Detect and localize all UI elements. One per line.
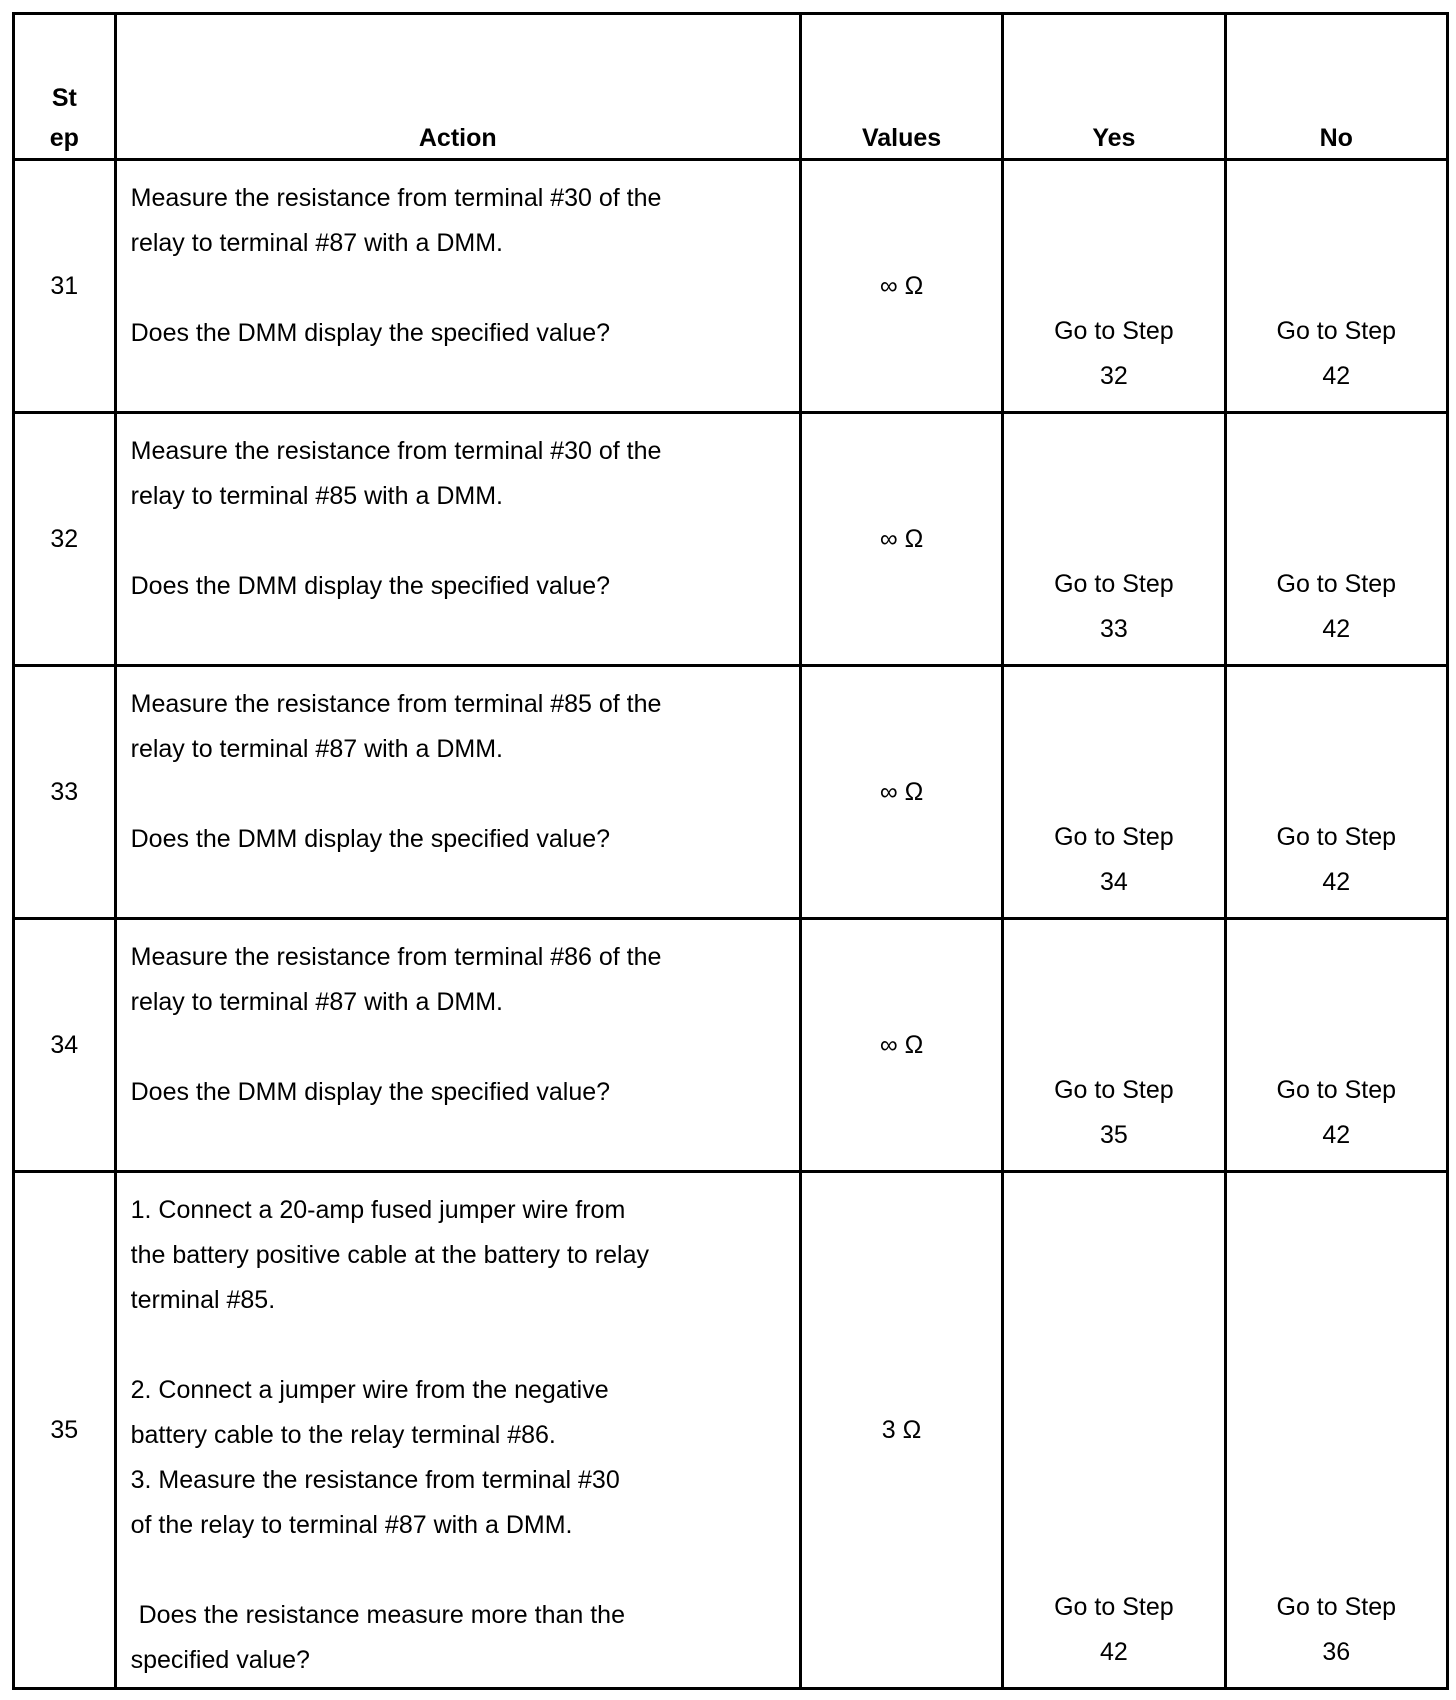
no-step: 42 xyxy=(1322,615,1351,643)
step-number: 32 xyxy=(14,413,116,666)
value-cell: ∞ Ω xyxy=(800,666,1002,919)
value-cell: ∞ Ω xyxy=(800,160,1002,413)
no-label: Go to Step xyxy=(1276,1076,1397,1104)
action-text: terminal #85. xyxy=(130,1286,276,1314)
action-text: Measure the resistance from terminal #30 of the xyxy=(130,184,662,212)
yes-outcome xyxy=(1003,666,1225,919)
header-yes: Yes xyxy=(1003,14,1225,160)
action-cell xyxy=(115,413,800,666)
header-no: No xyxy=(1225,14,1447,160)
yes-step: 42 xyxy=(1099,1638,1128,1666)
yes-label: Go to Step xyxy=(1054,1593,1174,1621)
yes-label: Go to Step xyxy=(1054,823,1174,851)
yes-label: Go to Step xyxy=(1054,317,1174,345)
step-number: 33 xyxy=(14,666,116,919)
header-step-line1: St xyxy=(51,84,77,112)
action-text: relay to terminal #87 with a DMM. xyxy=(130,229,503,257)
table-row xyxy=(14,160,1448,413)
no-label: Go to Step xyxy=(1276,1593,1397,1621)
action-text: the battery positive cable at the battery to relay xyxy=(130,1241,649,1269)
yes-outcome xyxy=(1003,413,1225,666)
yes-outcome xyxy=(1003,160,1225,413)
yes-outcome xyxy=(1003,919,1225,1172)
value-cell: ∞ Ω xyxy=(800,413,1002,666)
action-question: Does the DMM display the specified value? xyxy=(130,319,611,347)
action-text: 1. Connect a 20-amp fused jumper wire from xyxy=(130,1196,626,1224)
no-outcome xyxy=(1225,1172,1447,1689)
table-row xyxy=(14,1172,1448,1689)
action-cell xyxy=(115,666,800,919)
no-label: Go to Step xyxy=(1276,570,1397,598)
header-action: Action xyxy=(115,14,800,160)
action-question: specified value? xyxy=(130,1646,310,1674)
table-row xyxy=(14,919,1448,1172)
action-text: of the relay to terminal #87 with a DMM. xyxy=(130,1511,573,1539)
header-row xyxy=(14,14,1448,160)
step-number: 31 xyxy=(14,160,116,413)
diagnostic-table xyxy=(12,12,1449,1690)
value-cell: ∞ Ω xyxy=(800,919,1002,1172)
yes-label: Go to Step xyxy=(1054,1076,1174,1104)
action-question: Does the DMM display the specified value? xyxy=(130,1078,611,1106)
yes-step: 32 xyxy=(1099,362,1128,390)
yes-step: 33 xyxy=(1099,615,1128,643)
no-outcome xyxy=(1225,413,1447,666)
table-row xyxy=(14,666,1448,919)
action-text: battery cable to the relay terminal #86. xyxy=(130,1421,556,1449)
action-text: relay to terminal #87 with a DMM. xyxy=(130,988,503,1016)
no-outcome xyxy=(1225,919,1447,1172)
action-question: Does the DMM display the specified value? xyxy=(130,825,611,853)
action-text: Measure the resistance from terminal #85 of the xyxy=(130,690,662,718)
action-text: 3. Measure the resistance from terminal #30 xyxy=(130,1466,620,1494)
action-question: Does the resistance measure more than the xyxy=(138,1601,625,1629)
yes-label: Go to Step xyxy=(1054,570,1174,598)
yes-outcome xyxy=(1003,1172,1225,1689)
action-cell xyxy=(115,160,800,413)
header-values: Values xyxy=(800,14,1002,160)
action-text: 2. Connect a jumper wire from the negative xyxy=(130,1376,609,1404)
yes-step: 34 xyxy=(1099,868,1128,896)
step-number: 34 xyxy=(14,919,116,1172)
no-outcome xyxy=(1225,666,1447,919)
action-cell xyxy=(115,1172,800,1689)
table-row xyxy=(14,413,1448,666)
no-label: Go to Step xyxy=(1276,823,1397,851)
no-step: 36 xyxy=(1322,1638,1351,1666)
step-number: 35 xyxy=(14,1172,116,1689)
header-step xyxy=(14,14,116,160)
no-label: Go to Step xyxy=(1276,317,1397,345)
action-text: relay to terminal #87 with a DMM. xyxy=(130,735,503,763)
action-cell xyxy=(115,919,800,1172)
yes-step: 35 xyxy=(1099,1121,1128,1149)
header-step-line2: ep xyxy=(49,124,79,152)
no-outcome xyxy=(1225,160,1447,413)
no-step: 42 xyxy=(1322,1121,1351,1149)
action-text: relay to terminal #85 with a DMM. xyxy=(130,482,503,510)
value-cell: 3 Ω xyxy=(800,1172,1002,1689)
action-text: Measure the resistance from terminal #86 of the xyxy=(130,943,662,971)
action-question: Does the DMM display the specified value? xyxy=(130,572,611,600)
action-text: Measure the resistance from terminal #30 of the xyxy=(130,437,662,465)
no-step: 42 xyxy=(1322,362,1351,390)
no-step: 42 xyxy=(1322,868,1351,896)
